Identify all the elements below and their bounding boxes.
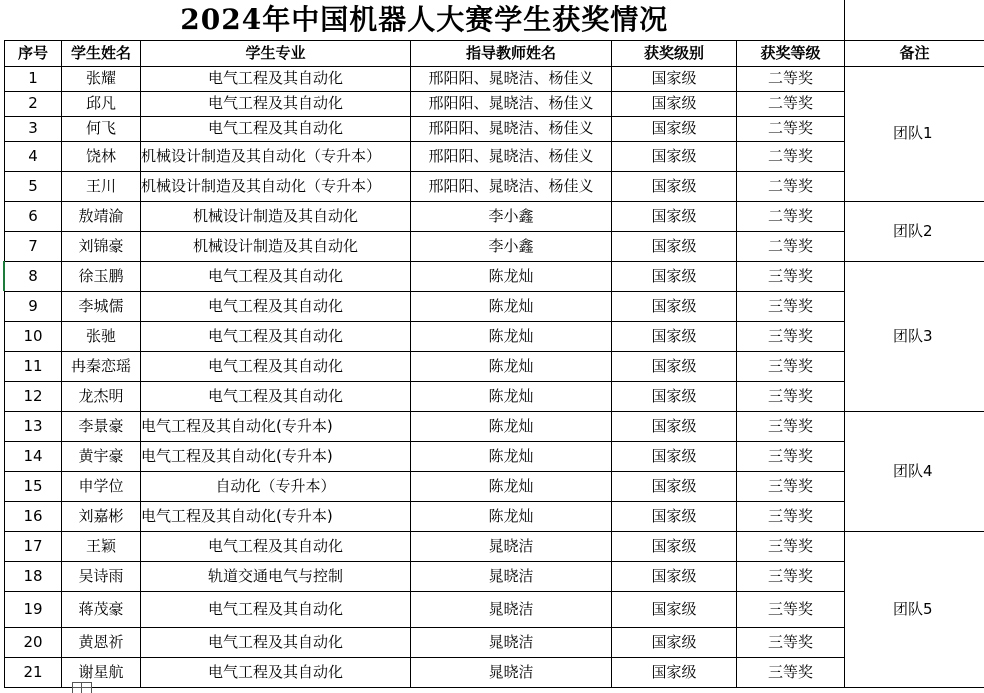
cell-advisor[interactable]: 陈龙灿 (411, 321, 612, 351)
table-row (5, 411, 984, 441)
cell-student-name[interactable]: 刘锦豪 (62, 231, 141, 261)
cell-advisor[interactable]: 晁晓洁 (411, 561, 612, 591)
cell-advisor[interactable]: 李小鑫 (411, 231, 612, 261)
table-row (5, 441, 984, 471)
cell-student-name[interactable]: 谢星航 (62, 657, 141, 687)
cell-major[interactable]: 机械设计制造及其自动化 (141, 201, 411, 231)
header-major[interactable]: 学生专业 (141, 40, 411, 66)
cell-award-level[interactable]: 国家级 (612, 411, 737, 441)
cell-award-grade[interactable]: 三等奖 (737, 627, 845, 657)
cell-advisor[interactable]: 陈龙灿 (411, 501, 612, 531)
cell-team-remark[interactable]: 团队4 (845, 411, 984, 531)
cell-index[interactable]: 10 (5, 321, 62, 351)
cell-advisor[interactable]: 陈龙灿 (411, 291, 612, 321)
cell-index[interactable]: 16 (5, 501, 62, 531)
cell-award-level[interactable]: 国家级 (612, 531, 737, 561)
cell-index[interactable]: 14 (5, 441, 62, 471)
cell-major[interactable]: 电气工程及其自动化 (141, 627, 411, 657)
cell-student-name[interactable]: 申学位 (62, 471, 141, 501)
cell-index[interactable]: 5 (5, 171, 62, 201)
cell-advisor[interactable]: 陈龙灿 (411, 411, 612, 441)
table-row (5, 657, 984, 687)
cell-index[interactable]: 4 (5, 141, 62, 171)
table-row (5, 261, 984, 291)
cell-advisor[interactable]: 陈龙灿 (411, 441, 612, 471)
cell-award-grade[interactable]: 二等奖 (737, 91, 845, 116)
cell-index[interactable]: 20 (5, 627, 62, 657)
cell-index[interactable]: 6 (5, 201, 62, 231)
cell-award-grade[interactable]: 三等奖 (737, 441, 845, 471)
cell-major[interactable]: 电气工程及其自动化 (141, 591, 411, 627)
cell-major[interactable]: 电气工程及其自动化 (141, 657, 411, 687)
cell-index[interactable]: 3 (5, 116, 62, 141)
cell-award-level[interactable]: 国家级 (612, 561, 737, 591)
cell-selection-marker (3, 261, 5, 291)
cell-student-name[interactable]: 李景豪 (62, 411, 141, 441)
cell-major[interactable]: 电气工程及其自动化(专升本) (141, 411, 411, 441)
cell-award-level[interactable]: 国家级 (612, 471, 737, 501)
cell-award-grade[interactable]: 三等奖 (737, 561, 845, 591)
header-award-level[interactable]: 获奖级别 (612, 40, 737, 66)
header-award-grade[interactable]: 获奖等级 (737, 40, 845, 66)
cell-award-level[interactable]: 国家级 (612, 231, 737, 261)
cell-advisor[interactable]: 邢阳阳、晁晓洁、杨佳义 (411, 91, 612, 116)
cell-index[interactable]: 21 (5, 657, 62, 687)
cell-index[interactable]: 7 (5, 231, 62, 261)
cell-student-name[interactable]: 王川 (62, 171, 141, 201)
table-row (5, 471, 984, 501)
cell-index[interactable]: 8 (5, 261, 62, 291)
table-row (5, 531, 984, 561)
cell-award-grade[interactable]: 二等奖 (737, 201, 845, 231)
cell-advisor[interactable]: 晁晓洁 (411, 627, 612, 657)
cell-student-name[interactable]: 龙杰明 (62, 381, 141, 411)
cell-award-level[interactable]: 国家级 (612, 291, 737, 321)
cell-index[interactable]: 2 (5, 91, 62, 116)
cell-index[interactable]: 19 (5, 591, 62, 627)
cell-award-grade[interactable]: 三等奖 (737, 291, 845, 321)
cell-advisor[interactable]: 晁晓洁 (411, 531, 612, 561)
table-row (5, 321, 984, 351)
cell-advisor[interactable]: 邢阳阳、晁晓洁、杨佳义 (411, 66, 612, 91)
cell-advisor[interactable]: 晁晓洁 (411, 657, 612, 687)
table-row (5, 171, 984, 201)
cell-major[interactable]: 电气工程及其自动化 (141, 351, 411, 381)
cell-award-level[interactable]: 国家级 (612, 381, 737, 411)
cell-award-grade[interactable]: 二等奖 (737, 171, 845, 201)
cell-major[interactable]: 机械设计制造及其自动化 (141, 231, 411, 261)
cell-student-name[interactable]: 徐玉鹏 (62, 261, 141, 291)
cell-major[interactable]: 电气工程及其自动化 (141, 91, 411, 116)
table-row (5, 591, 984, 627)
cell-advisor[interactable]: 晁晓洁 (411, 591, 612, 627)
cell-student-name[interactable]: 冉秦恋瑶 (62, 351, 141, 381)
cell-student-name[interactable]: 蒋茂豪 (62, 591, 141, 627)
cell-student-name[interactable]: 张驰 (62, 321, 141, 351)
table-row (5, 501, 984, 531)
cell-index[interactable]: 1 (5, 66, 62, 91)
cell-student-name[interactable]: 邱凡 (62, 91, 141, 116)
table-row (5, 91, 984, 116)
cell-award-level[interactable]: 国家级 (612, 171, 737, 201)
cell-student-name[interactable]: 敖靖渝 (62, 201, 141, 231)
cell-index[interactable]: 13 (5, 411, 62, 441)
cell-award-level[interactable]: 国家级 (612, 591, 737, 627)
cell-major[interactable]: 电气工程及其自动化 (141, 321, 411, 351)
cell-award-grade[interactable]: 三等奖 (737, 261, 845, 291)
cell-advisor[interactable]: 邢阳阳、晁晓洁、杨佳义 (411, 141, 612, 171)
cell-award-level[interactable]: 国家级 (612, 657, 737, 687)
cell-award-grade[interactable]: 三等奖 (737, 321, 845, 351)
cell-award-grade[interactable]: 三等奖 (737, 351, 845, 381)
cell-award-level[interactable]: 国家级 (612, 501, 737, 531)
table-row (5, 381, 984, 411)
cell-award-grade[interactable]: 二等奖 (737, 141, 845, 171)
cell-award-grade[interactable]: 三等奖 (737, 411, 845, 441)
table-row (5, 66, 984, 91)
cell-award-grade[interactable]: 三等奖 (737, 657, 845, 687)
cell-major[interactable]: 电气工程及其自动化 (141, 116, 411, 141)
cell-advisor[interactable]: 陈龙灿 (411, 381, 612, 411)
table-row (5, 201, 984, 231)
cell-index[interactable]: 11 (5, 351, 62, 381)
table-row (5, 561, 984, 591)
cell-major[interactable]: 机械设计制造及其自动化（专升本） (141, 171, 411, 201)
cell-advisor[interactable]: 李小鑫 (411, 201, 612, 231)
cell-award-level[interactable]: 国家级 (612, 116, 737, 141)
cell-award-level[interactable]: 国家级 (612, 91, 737, 116)
cell-student-name[interactable]: 王颖 (62, 531, 141, 561)
header-student-name[interactable]: 学生姓名 (62, 40, 141, 66)
cell-major[interactable]: 电气工程及其自动化 (141, 291, 411, 321)
cell-student-name[interactable]: 何飞 (62, 116, 141, 141)
table-row (5, 351, 984, 381)
cell-major[interactable]: 电气工程及其自动化(专升本) (141, 501, 411, 531)
cell-student-name[interactable]: 黄恩祈 (62, 627, 141, 657)
cell-major[interactable]: 电气工程及其自动化 (141, 66, 411, 91)
cell-student-name[interactable]: 刘嘉彬 (62, 501, 141, 531)
cell-advisor[interactable]: 陈龙灿 (411, 471, 612, 501)
cell-award-level[interactable]: 国家级 (612, 141, 737, 171)
cell-major[interactable]: 电气工程及其自动化(专升本) (141, 441, 411, 471)
award-table (4, 0, 984, 688)
title-empty-cell[interactable] (845, 0, 984, 40)
cell-index[interactable]: 18 (5, 561, 62, 591)
title-row (5, 0, 984, 40)
cell-team-remark[interactable]: 团队3 (845, 261, 984, 411)
cell-advisor[interactable]: 邢阳阳、晁晓洁、杨佳义 (411, 116, 612, 141)
cell-award-grade[interactable]: 三等奖 (737, 591, 845, 627)
header-remark[interactable]: 备注 (845, 40, 984, 66)
cell-award-grade[interactable]: 二等奖 (737, 66, 845, 91)
cell-award-grade[interactable]: 三等奖 (737, 381, 845, 411)
cell-major[interactable]: 电气工程及其自动化 (141, 531, 411, 561)
header-row (5, 40, 984, 66)
cell-index[interactable]: 9 (5, 291, 62, 321)
cell-award-grade[interactable]: 二等奖 (737, 231, 845, 261)
cell-advisor[interactable]: 邢阳阳、晁晓洁、杨佳义 (411, 171, 612, 201)
cell-major[interactable]: 机械设计制造及其自动化（专升本） (141, 141, 411, 171)
cell-award-grade[interactable]: 三等奖 (737, 501, 845, 531)
sheet-title[interactable]: 2024年中国机器人大赛学生获奖情况 (5, 0, 845, 40)
table-row (5, 627, 984, 657)
header-advisor[interactable]: 指导教师姓名 (411, 40, 612, 66)
cell-student-name[interactable]: 饶林 (62, 141, 141, 171)
cell-major[interactable]: 轨道交通电气与控制 (141, 561, 411, 591)
cell-index[interactable]: 15 (5, 471, 62, 501)
cell-team-remark[interactable]: 团队1 (845, 66, 984, 201)
cell-award-grade[interactable]: 三等奖 (737, 531, 845, 561)
cell-award-level[interactable]: 国家级 (612, 627, 737, 657)
cell-major[interactable]: 电气工程及其自动化 (141, 381, 411, 411)
cell-team-remark[interactable]: 团队5 (845, 531, 984, 687)
cell-index[interactable]: 17 (5, 531, 62, 561)
sheet-grid-icon[interactable] (72, 682, 92, 693)
cell-award-grade[interactable]: 二等奖 (737, 116, 845, 141)
cell-major[interactable]: 自动化（专升本） (141, 471, 411, 501)
cell-major[interactable]: 电气工程及其自动化 (141, 261, 411, 291)
table-row (5, 291, 984, 321)
cell-award-grade[interactable]: 三等奖 (737, 471, 845, 501)
cell-index[interactable]: 12 (5, 381, 62, 411)
cell-award-level[interactable]: 国家级 (612, 66, 737, 91)
table-row (5, 231, 984, 261)
cell-team-remark[interactable]: 团队2 (845, 201, 984, 261)
table-row (5, 141, 984, 171)
cell-advisor[interactable]: 陈龙灿 (411, 261, 612, 291)
cell-student-name[interactable]: 张耀 (62, 66, 141, 91)
cell-award-level[interactable]: 国家级 (612, 321, 737, 351)
cell-student-name[interactable]: 李城儒 (62, 291, 141, 321)
cell-award-level[interactable]: 国家级 (612, 441, 737, 471)
cell-student-name[interactable]: 吴诗雨 (62, 561, 141, 591)
cell-student-name[interactable]: 黄宇豪 (62, 441, 141, 471)
cell-award-level[interactable]: 国家级 (612, 201, 737, 231)
cell-advisor[interactable]: 陈龙灿 (411, 351, 612, 381)
cell-award-level[interactable]: 国家级 (612, 261, 737, 291)
table-row (5, 116, 984, 141)
header-index[interactable]: 序号 (5, 40, 62, 66)
cell-award-level[interactable]: 国家级 (612, 351, 737, 381)
